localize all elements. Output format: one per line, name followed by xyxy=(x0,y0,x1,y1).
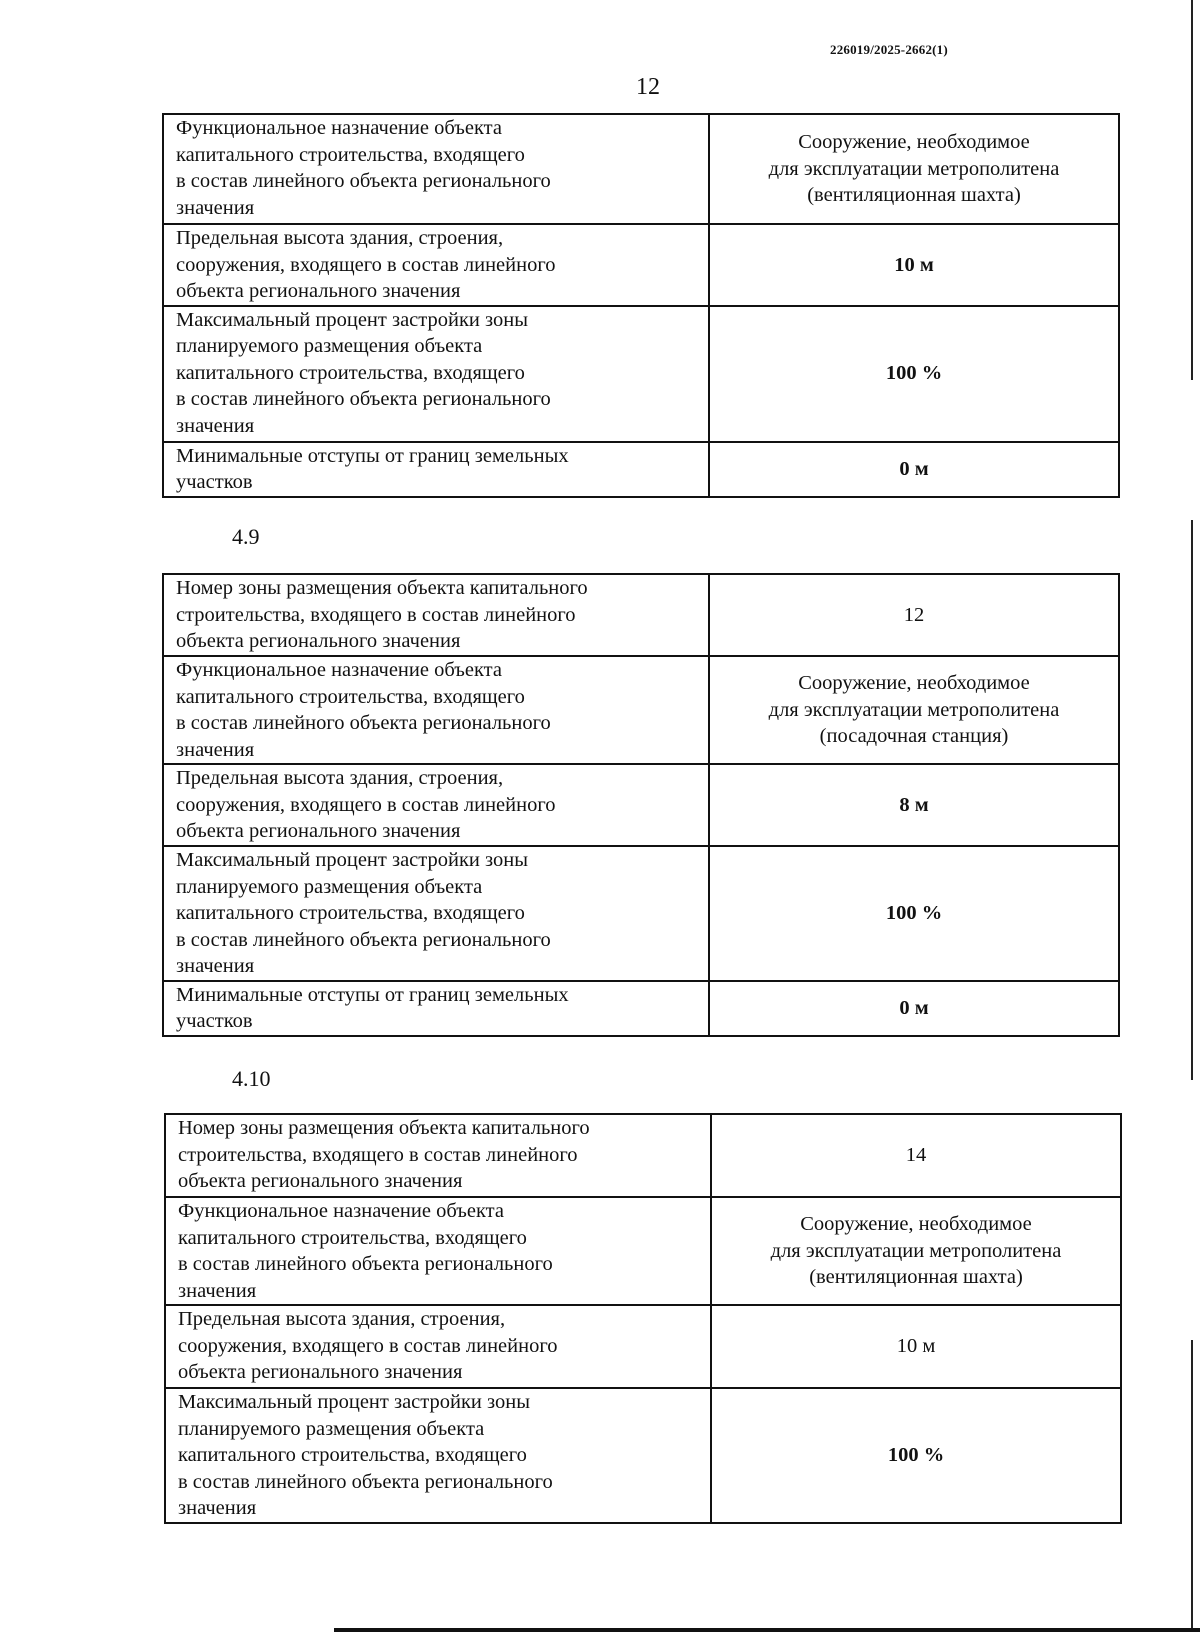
section-heading-4-10: 4.10 xyxy=(232,1066,271,1091)
table-row xyxy=(163,114,1119,224)
table-row xyxy=(165,1114,1121,1197)
param-label: Номер зоны размещения объекта капитального строительства, входящего в состав линейного объекта регионального значения xyxy=(165,1114,711,1197)
param-value: 12 xyxy=(709,574,1119,656)
param-label: Предельная высота здания, строения, сооружения, входящего в состав линейного объекта регионального значения xyxy=(165,1305,711,1388)
params-table-4-10 xyxy=(164,1113,1122,1524)
param-value: 100 % xyxy=(709,306,1119,442)
table-row xyxy=(163,306,1119,442)
table-row xyxy=(163,224,1119,306)
table-row xyxy=(163,981,1119,1036)
param-label: Функциональное назначение объекта капитального строительства, входящего в состав линейного объекта регионального значения xyxy=(163,114,709,224)
param-label: Минимальные отступы от границ земельных участков xyxy=(163,981,709,1036)
param-label: Максимальный процент застройки зоны планируемого размещения объекта капитального строительства, входящего в состав линейного объекта регионального значения xyxy=(163,846,709,981)
param-value: Сооружение, необходимое для эксплуатации метрополитена (вентиляционная шахта) xyxy=(709,114,1119,224)
param-label: Номер зоны размещения объекта капитального строительства, входящего в состав линейного объекта регионального значения xyxy=(163,574,709,656)
param-value: 8 м xyxy=(709,764,1119,846)
param-label: Функциональное назначение объекта капитального строительства, входящего в состав линейного объекта регионального значения xyxy=(165,1197,711,1305)
param-value: 14 xyxy=(711,1114,1121,1197)
param-label: Предельная высота здания, строения, сооружения, входящего в состав линейного объекта регионального значения xyxy=(163,764,709,846)
table-row xyxy=(163,846,1119,981)
param-value: Сооружение, необходимое для эксплуатации метрополитена (вентиляционная шахта) xyxy=(711,1197,1121,1305)
param-label: Максимальный процент застройки зоны планируемого размещения объекта капитального строительства, входящего в состав линейного объекта регионального значения xyxy=(165,1388,711,1523)
section-heading-4-9: 4.9 xyxy=(232,524,260,549)
param-value: 10 м xyxy=(711,1305,1121,1388)
document-number: 226019/2025-2662(1) xyxy=(830,42,948,57)
param-value: 10 м xyxy=(709,224,1119,306)
table-row xyxy=(163,442,1119,497)
param-value: Сооружение, необходимое для эксплуатации метрополитена (посадочная станция) xyxy=(709,656,1119,764)
param-value: 0 м xyxy=(709,981,1119,1036)
param-value: 100 % xyxy=(709,846,1119,981)
param-label: Функциональное назначение объекта капитального строительства, входящего в состав линейного объекта регионального значения xyxy=(163,656,709,764)
table-row xyxy=(163,656,1119,764)
param-value: 100 % xyxy=(711,1388,1121,1523)
scan-edge-line xyxy=(1191,1340,1193,1630)
param-label: Минимальные отступы от границ земельных участков xyxy=(163,442,709,497)
table-row xyxy=(165,1305,1121,1388)
params-table-4-9 xyxy=(162,573,1120,1037)
table-row xyxy=(163,574,1119,656)
scan-edge-line xyxy=(1191,520,1193,1080)
scan-bottom-line xyxy=(334,1628,1200,1632)
page-number: 12 xyxy=(636,74,660,100)
params-table-continued xyxy=(162,113,1120,498)
table-row xyxy=(165,1388,1121,1523)
param-label: Максимальный процент застройки зоны планируемого размещения объекта капитального строительства, входящего в состав линейного объекта регионального значения xyxy=(163,306,709,442)
table-row xyxy=(163,764,1119,846)
param-value: 0 м xyxy=(709,442,1119,497)
table-row xyxy=(165,1197,1121,1305)
scan-edge-line xyxy=(1191,0,1193,380)
param-label: Предельная высота здания, строения, сооружения, входящего в состав линейного объекта регионального значения xyxy=(163,224,709,306)
